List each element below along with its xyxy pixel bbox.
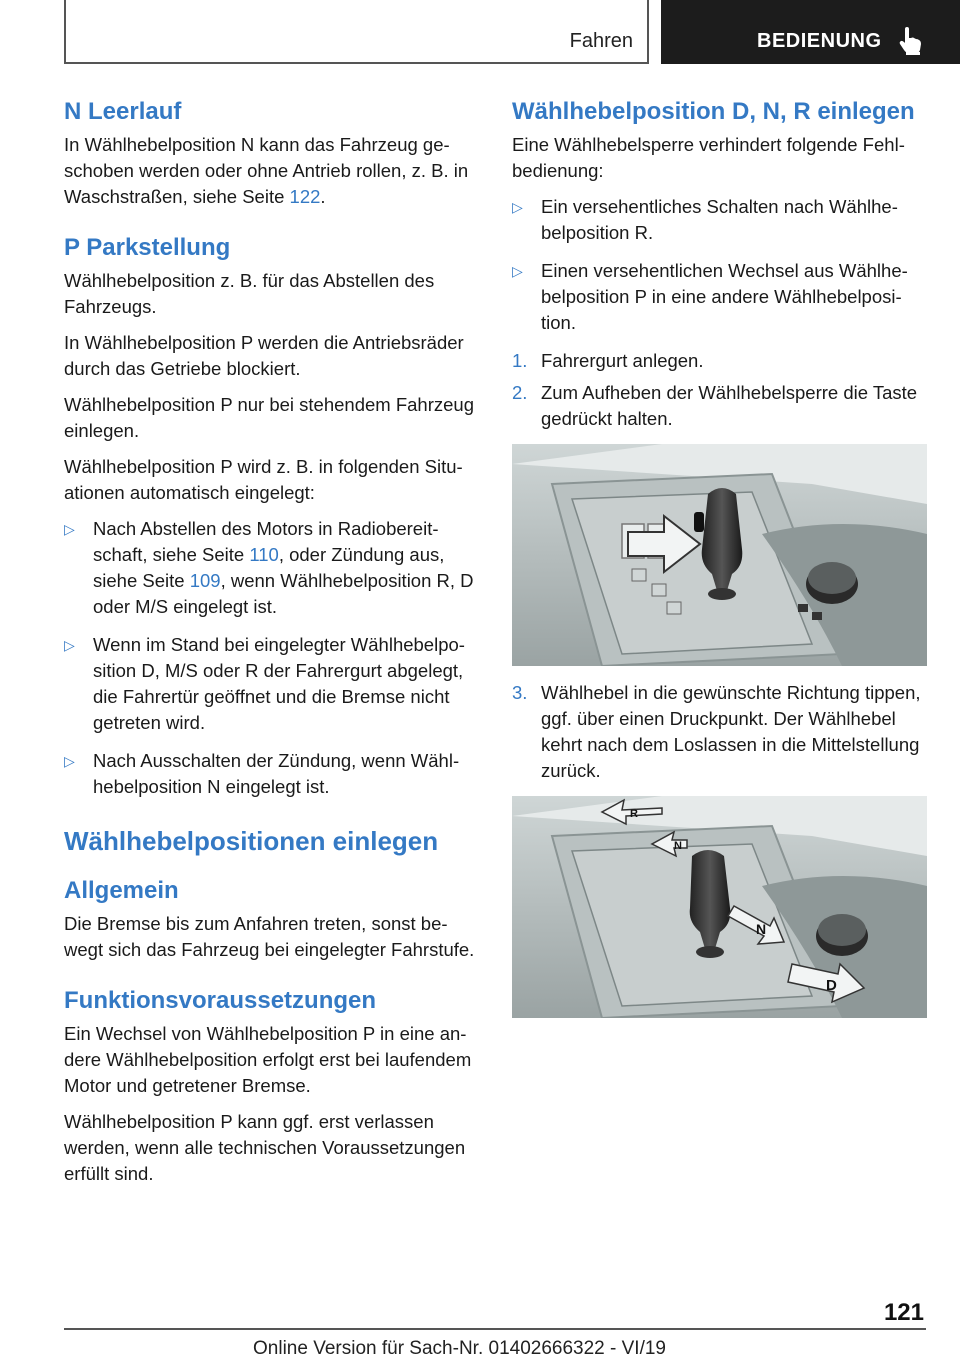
heading-funktionsvoraussetzungen: Funktionsvoraussetzungen [64,987,377,1014]
heading-waehlhebelposition-dnr: Wählhebelposition D, N, R einlegen [512,98,915,125]
page-link-109[interactable]: 109 [189,570,221,591]
paragraph: Wählhebelposition P wird z. B. in folgenden Situationen automatisch eingelegt: [64,456,463,503]
paragraph: Ein Wechsel von Wählhebelposition P in eine andere Wählhebelposition erfolgt erst bei laufendem Motor und getretener Bremse. [64,1023,472,1096]
step-number: 1. [512,350,528,371]
shift-label-r: R [630,808,638,820]
heading-p-parkstellung: P Parkstellung [64,234,231,261]
paragraph: Wählhebelposition P kann ggf. erst verlassen werden, wenn alle technischen Voraussetzungen erfüllt sind. [64,1111,466,1184]
triangle-bullet-icon: ▷ [512,263,523,279]
triangle-bullet-icon: ▷ [512,199,523,215]
paragraph: Wählhebelposition z. B. für das Abstellen des Fahrzeugs. [64,270,435,317]
page-link-110[interactable]: 110 [249,544,279,565]
text: Fahrergurt anlegen. [541,350,704,371]
list-item [64,748,479,800]
heading-waehlhebelpositionen-einlegen: Wählhebelpositionen einlegen [64,826,439,856]
paragraph-n-leerlauf [64,132,479,210]
header-chapter-tab [661,0,960,64]
text: Einen versehentlichen Wechsel aus Wählhebelposition P in eine andere Wählhebelposition. [541,260,908,333]
heading-n-leerlauf: N Leerlauf [64,98,182,125]
list-item [64,632,479,736]
header-section-label: Fahren [569,30,633,52]
step-item [512,348,927,374]
pointing-hand-icon [897,27,923,55]
list-item [512,194,927,246]
page-link-122[interactable]: 122 [289,186,321,207]
text: , oder Zündung aus, siehe Seite [93,544,445,591]
step-item [512,680,927,784]
text: Wählhebel in die gewünschte Richtung tippen, ggf. über einen Druckpunkt. Der Wählhebel kehrt nach dem Loslassen in die Mittelstellung zurück. [541,682,921,781]
list-item [512,258,927,336]
step-number: 3. [512,682,528,703]
left-column [64,98,479,1197]
shift-label-n-upper: N [674,840,682,852]
triangle-bullet-icon: ▷ [64,753,75,769]
text: In Wählhebelposition N kann das Fahrzeug geschoben werden oder ohne Antrieb rollen, z. B. in Waschstraßen, siehe Seite [64,134,469,207]
shift-label-d: D [826,977,837,994]
text: . [320,186,326,207]
triangle-bullet-icon: ▷ [64,521,75,537]
text: Nach Abstellen des Motors in Radiobereitschaft, siehe Seite [93,518,439,565]
text: Wenn im Stand bei eingelegter Wählhebelposition D, M/S oder R der Fahrergurt abgelegt, die Fahrertür geöffnet und die Bremse nicht getreten wird. [93,634,465,733]
shift-label-n-lower: N [756,921,767,937]
text: Zum Aufheben der Wählhebelsperre die Taste gedrückt halten. [541,382,918,429]
gear-shift-directions-illustration [512,796,927,1018]
page-number: 121 [883,1299,924,1326]
right-column [512,98,927,1032]
text: Ein versehentliches Schalten nach Wählhebelposition R. [541,196,898,243]
gear-selector-unlock-illustration [512,444,927,666]
step-item [512,380,927,432]
triangle-bullet-icon: ▷ [64,637,75,653]
header-chapter-label: BEDIENUNG [757,30,882,52]
paragraph: Eine Wählhebelsperre verhindert folgende Fehlbedienung: [512,134,905,181]
paragraph: Die Bremse bis zum Anfahren treten, sonst bewegt sich das Fahrzeug bei eingelegter Fahrstufe. [64,913,475,960]
paragraph: In Wählhebelposition P werden die Antriebsräder durch das Getriebe blockiert. [64,332,464,379]
list-item [64,516,479,620]
step-number: 2. [512,382,528,403]
text: , wenn Wählhebelposition R, D oder M/S eingelegt ist. [93,570,474,617]
paragraph: Wählhebelposition P nur bei stehendem Fahrzeug einlegen. [64,394,474,441]
footer-online-version: Online Version für Sach-Nr. 01402666322 - VI/19 [253,1338,666,1359]
text: Nach Ausschalten der Zündung, wenn Wählhebelposition N eingelegt ist. [93,750,460,797]
heading-allgemein: Allgemein [64,877,179,904]
footer-divider [64,1328,926,1330]
header-section-box [64,0,649,64]
